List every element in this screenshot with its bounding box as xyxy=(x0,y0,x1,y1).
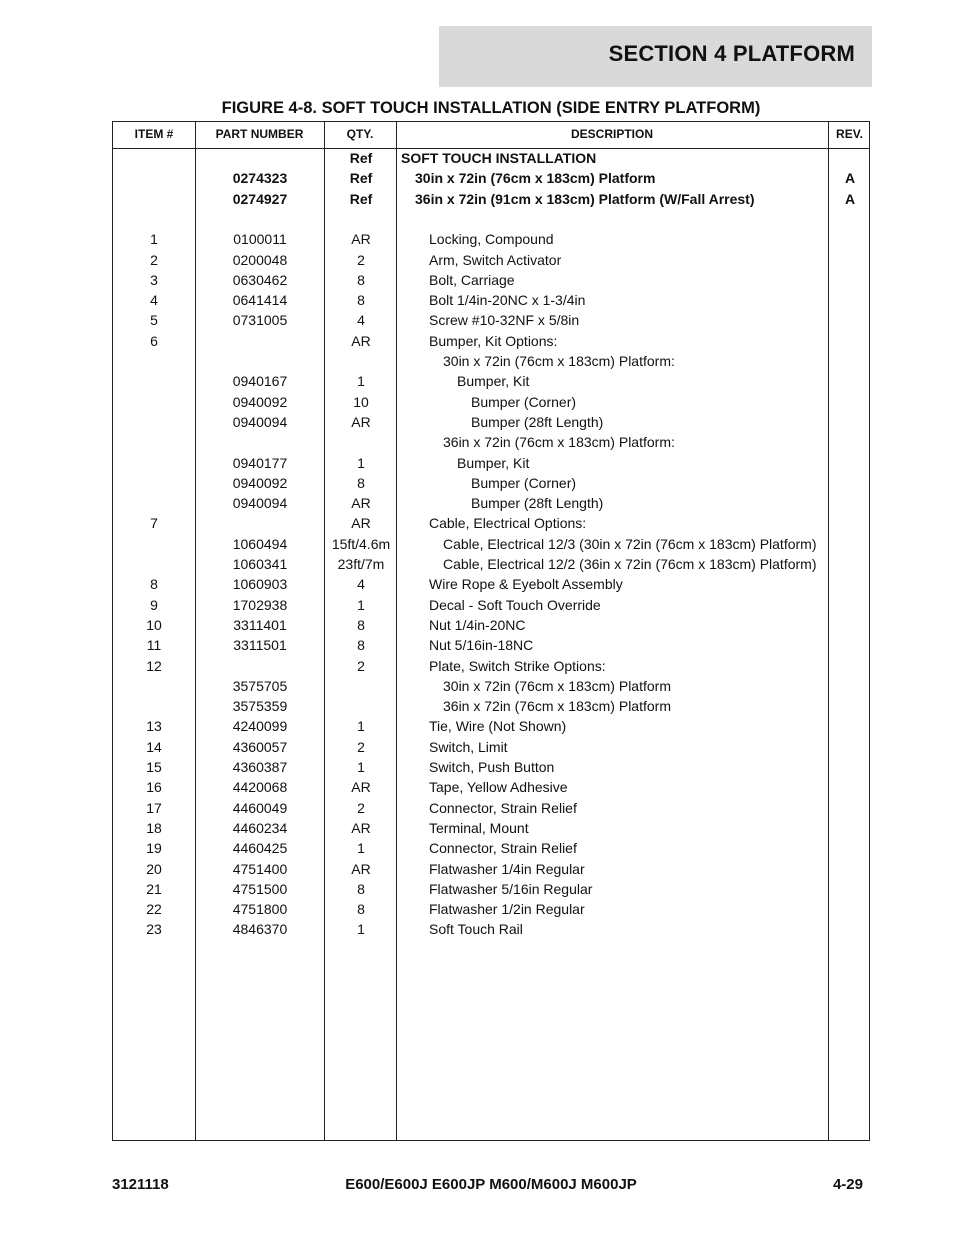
item-number-cell: 6 xyxy=(150,332,158,349)
description-cell: 36in x 72in (76cm x 183cm) Platform: xyxy=(443,434,675,451)
item-number-cell: 16 xyxy=(146,779,162,796)
header-part-number: PART NUMBER xyxy=(215,127,304,141)
description-cell: Bumper (Corner) xyxy=(471,474,577,491)
table-row xyxy=(113,292,869,312)
quantity-cell: 2 xyxy=(357,657,365,674)
header-rev: REV. xyxy=(836,127,863,141)
item-number-cell: 11 xyxy=(146,637,162,654)
quantity-cell: 2 xyxy=(357,738,365,755)
part-number-cell: 4240099 xyxy=(232,718,288,735)
quantity-cell: AR xyxy=(351,860,371,877)
description-cell: 36in x 72in (91cm x 183cm) Platform (W/Fall Arrest) xyxy=(415,190,755,207)
part-number-cell: 0100011 xyxy=(233,231,287,248)
description-cell: Cable, Electrical 12/2 (36in x 72in (76cm x 183cm) Platform) xyxy=(443,556,817,572)
item-number-cell: 10 xyxy=(146,616,162,633)
table-row xyxy=(113,333,869,353)
table-row xyxy=(113,353,869,373)
quantity-cell: AR xyxy=(351,231,371,248)
description-cell: Bumper, Kit xyxy=(457,373,530,390)
description-cell: Bolt 1/4in-20NC x 1-3/4in xyxy=(429,292,586,309)
table-row xyxy=(113,576,869,596)
quantity-cell: Ref xyxy=(349,170,373,187)
description-cell: Nut 5/16in-18NC xyxy=(429,637,534,654)
table-row xyxy=(113,901,869,921)
description-cell: Switch, Limit xyxy=(429,738,508,755)
item-number-cell: 8 xyxy=(150,576,158,593)
quantity-cell: 1 xyxy=(357,840,365,857)
part-number-cell: 0274927 xyxy=(232,190,288,207)
part-number-cell: 4460425 xyxy=(232,840,288,857)
description-cell: Bumper, Kit xyxy=(457,454,530,471)
quantity-cell: 10 xyxy=(353,393,369,410)
part-number-cell: 4360387 xyxy=(232,759,288,775)
quantity-cell: AR xyxy=(351,779,371,796)
quantity-cell: AR xyxy=(351,515,371,532)
description-cell: Decal - Soft Touch Override xyxy=(429,596,601,613)
part-number-cell: 4846370 xyxy=(232,921,288,938)
quantity-cell: 1 xyxy=(357,596,365,613)
description-cell: Tape, Yellow Adhesive xyxy=(429,779,568,796)
item-number-cell: 1 xyxy=(150,231,158,248)
part-number-cell: 3575359 xyxy=(232,698,288,715)
description-cell: Soft Touch Rail xyxy=(429,921,523,938)
revision-cell: A xyxy=(844,170,856,187)
quantity-cell: Ref xyxy=(349,190,373,207)
table-row xyxy=(113,475,869,495)
table-row xyxy=(113,373,869,393)
quantity-cell: 1 xyxy=(357,921,365,938)
quantity-cell: 1 xyxy=(357,759,365,775)
quantity-cell: 1 xyxy=(357,718,365,735)
description-cell: Locking, Compound xyxy=(429,231,554,248)
item-number-cell: 9 xyxy=(150,596,158,613)
table-row xyxy=(113,698,869,718)
quantity-cell: 23ft/7m xyxy=(337,556,385,572)
part-number-cell: 4751500 xyxy=(232,880,288,897)
part-number-cell: 0940092 xyxy=(232,393,288,410)
table-row xyxy=(113,800,869,820)
table-row xyxy=(113,191,869,211)
quantity-cell: AR xyxy=(351,819,371,836)
section-title: SECTION 4 PLATFORM xyxy=(608,41,855,66)
quantity-cell: Ref xyxy=(349,150,373,166)
part-number-cell: 4751800 xyxy=(232,901,288,918)
table-row xyxy=(113,272,869,292)
table-row xyxy=(113,678,869,698)
description-cell: Flatwasher 1/4in Regular xyxy=(429,860,585,877)
table-row xyxy=(113,921,869,941)
part-number-cell: 1060494 xyxy=(232,535,288,552)
part-number-cell: 3575705 xyxy=(232,677,288,694)
part-number-cell: 0940094 xyxy=(232,495,288,512)
description-cell: Connector, Strain Relief xyxy=(429,840,577,857)
table-row xyxy=(113,515,869,535)
description-cell: 36in x 72in (76cm x 183cm) Platform xyxy=(443,698,671,715)
quantity-cell: 8 xyxy=(357,901,365,918)
quantity-cell: 15ft/4.6m xyxy=(331,535,391,552)
item-number-cell: 4 xyxy=(150,292,158,309)
figure-title: FIGURE 4-8. SOFT TOUCH INSTALLATION (SIDE ENTRY PLATFORM) xyxy=(221,99,761,117)
description-cell: Bumper, Kit Options: xyxy=(429,332,558,349)
item-number-cell: 23 xyxy=(146,921,162,938)
part-number-cell: 1060903 xyxy=(232,576,288,593)
part-number-cell: 0940094 xyxy=(232,413,288,430)
table-row xyxy=(113,779,869,799)
quantity-cell: 8 xyxy=(357,474,365,491)
table-row xyxy=(113,617,869,637)
item-number-cell: 2 xyxy=(150,251,158,268)
part-number-cell: 4360057 xyxy=(232,738,288,755)
description-cell: Cable, Electrical Options: xyxy=(429,515,587,532)
part-number-cell: 1702938 xyxy=(232,596,288,613)
part-number-cell: 0731005 xyxy=(232,312,288,329)
item-number-cell: 5 xyxy=(150,312,158,329)
part-number-cell: 3311401 xyxy=(233,616,287,633)
description-cell: Cable, Electrical 12/3 (30in x 72in (76cm x 183cm) Platform) xyxy=(443,535,817,552)
section-header xyxy=(439,26,872,87)
table-row xyxy=(113,759,869,779)
item-number-cell: 19 xyxy=(146,840,162,857)
parts-table xyxy=(112,121,870,1141)
table-row xyxy=(113,170,869,190)
table-row xyxy=(113,861,869,881)
quantity-cell: 8 xyxy=(357,880,365,897)
description-cell: Nut 1/4in-20NC xyxy=(429,616,526,633)
footer-doc-number: 3121118 xyxy=(112,1176,169,1193)
revision-cell: A xyxy=(844,190,856,207)
table-row xyxy=(113,495,869,515)
table-row xyxy=(113,252,869,272)
part-number-cell: 0274323 xyxy=(232,170,288,187)
table-row xyxy=(113,536,869,556)
part-number-cell: 4460049 xyxy=(232,799,288,816)
item-number-cell: 15 xyxy=(146,759,162,775)
table-row xyxy=(113,840,869,860)
header-qty: QTY. xyxy=(346,127,374,141)
header-divider xyxy=(113,148,869,149)
quantity-cell: 8 xyxy=(357,271,365,288)
description-cell: Wire Rope & Eyebolt Assembly xyxy=(429,576,623,593)
description-cell: Bumper (28ft Length) xyxy=(471,495,604,512)
part-number-cell: 0940092 xyxy=(232,474,288,491)
item-number-cell: 18 xyxy=(146,819,162,836)
part-number-cell: 3311501 xyxy=(233,637,287,654)
description-cell: Plate, Switch Strike Options: xyxy=(429,657,606,674)
description-cell: Bolt, Carriage xyxy=(429,271,515,288)
part-number-cell: 0940167 xyxy=(232,373,288,390)
part-number-cell: 1060341 xyxy=(232,556,288,572)
item-number-cell: 12 xyxy=(146,657,162,674)
quantity-cell: 8 xyxy=(357,637,365,654)
table-row xyxy=(113,739,869,759)
description-cell: SOFT TOUCH INSTALLATION xyxy=(401,150,597,166)
item-number-cell: 20 xyxy=(146,860,162,877)
quantity-cell: 2 xyxy=(357,799,365,816)
quantity-cell: 4 xyxy=(357,312,365,329)
quantity-cell: 4 xyxy=(357,576,365,593)
part-number-cell: 0630462 xyxy=(232,271,288,288)
item-number-cell: 7 xyxy=(150,515,158,532)
table-row xyxy=(113,658,869,678)
part-number-cell: 0641414 xyxy=(232,292,288,309)
item-number-cell: 14 xyxy=(146,738,162,755)
table-row xyxy=(113,597,869,617)
quantity-cell: AR xyxy=(351,413,371,430)
header-item: ITEM # xyxy=(134,127,174,141)
table-row xyxy=(113,881,869,901)
header-description: DESCRIPTION xyxy=(570,127,653,141)
item-number-cell: 22 xyxy=(146,901,162,918)
quantity-cell: 8 xyxy=(357,292,365,309)
quantity-cell: 1 xyxy=(357,373,365,390)
part-number-cell: 0200048 xyxy=(232,251,288,268)
part-number-cell: 4460234 xyxy=(232,819,288,836)
quantity-cell: AR xyxy=(351,495,371,512)
description-cell: Connector, Strain Relief xyxy=(429,799,577,816)
description-cell: Terminal, Mount xyxy=(429,819,529,836)
description-cell: 30in x 72in (76cm x 183cm) Platform xyxy=(415,170,656,187)
description-cell: 30in x 72in (76cm x 183cm) Platform xyxy=(443,677,671,694)
quantity-cell: 1 xyxy=(357,454,365,471)
table-row xyxy=(113,556,869,576)
part-number-cell: 4751400 xyxy=(232,860,288,877)
quantity-cell: 2 xyxy=(357,251,365,268)
table-row xyxy=(113,414,869,434)
table-row xyxy=(113,312,869,332)
description-cell: Screw #10-32NF x 5/8in xyxy=(429,312,580,329)
table-row xyxy=(113,211,869,231)
description-cell: Bumper (Corner) xyxy=(471,393,577,410)
item-number-cell: 13 xyxy=(146,718,162,735)
footer-models: E600/E600J E600JP M600/M600J M600JP xyxy=(345,1176,637,1193)
part-number-cell: 0940177 xyxy=(232,454,288,471)
quantity-cell: 8 xyxy=(357,616,365,633)
description-cell: Flatwasher 1/2in Regular xyxy=(429,901,585,918)
table-row xyxy=(113,718,869,738)
table-row xyxy=(113,820,869,840)
footer-page-number: 4-29 xyxy=(832,1176,863,1193)
quantity-cell: AR xyxy=(351,332,371,349)
table-row xyxy=(113,637,869,657)
description-cell: Arm, Switch Activator xyxy=(429,251,562,268)
table-row xyxy=(113,455,869,475)
table-row xyxy=(113,434,869,454)
description-cell: Flatwasher 5/16in Regular xyxy=(429,880,593,897)
description-cell: Bumper (28ft Length) xyxy=(471,413,604,430)
item-number-cell: 21 xyxy=(146,880,162,897)
description-cell: Tie, Wire (Not Shown) xyxy=(429,718,567,735)
table-row xyxy=(113,394,869,414)
item-number-cell: 3 xyxy=(150,271,158,288)
item-number-cell: 17 xyxy=(146,799,162,816)
table-row xyxy=(113,231,869,251)
table-row xyxy=(113,150,869,170)
description-cell: 30in x 72in (76cm x 183cm) Platform: xyxy=(443,353,675,369)
description-cell: Switch, Push Button xyxy=(429,759,555,775)
part-number-cell: 4420068 xyxy=(232,779,288,796)
